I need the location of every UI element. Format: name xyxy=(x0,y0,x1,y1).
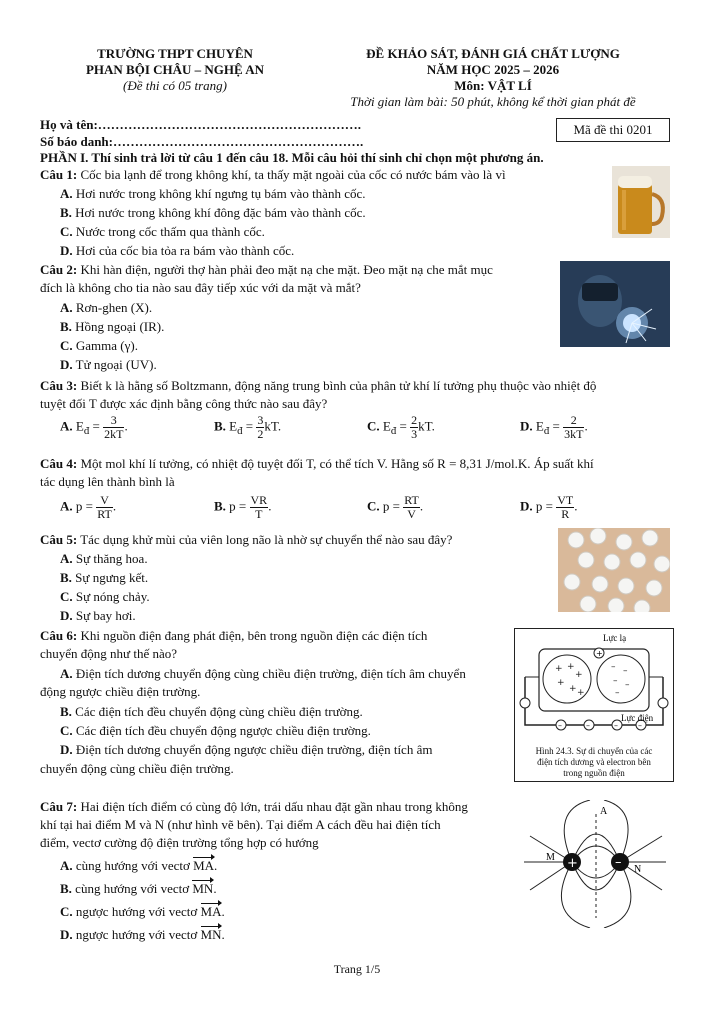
q6-option-c[interactable]: C. Các điện tích đều chuyển động ngược chiều điện trường. xyxy=(60,723,371,738)
svg-text:–: – xyxy=(615,688,620,698)
welder-image xyxy=(560,261,670,347)
question-6-cont: chuyển động như thế nào? xyxy=(40,646,178,661)
q2-option-a[interactable]: A. Rơn-ghen (X). xyxy=(60,300,153,315)
question-7: Câu 7: Hai điện tích điểm có cùng độ lớn, trái dấu nhau đặt gần nhau trong không xyxy=(40,799,468,814)
q5-option-d[interactable]: D. Sự bay hơi. xyxy=(60,608,136,623)
q3-option-a[interactable]: A. $E_đ$ = $\frac{3}{2kT}$ . xyxy=(60,413,128,441)
q3-option-d[interactable]: D. $E_đ$ = $\frac{2}{3kT}$ . xyxy=(520,413,588,441)
svg-text:–: – xyxy=(615,855,622,870)
question-6: Câu 6: Khi nguồn điện đang phát điện, bên trong nguồn điện các điện tích xyxy=(40,628,428,643)
svg-text:+: + xyxy=(577,688,585,698)
q7-option-c[interactable]: C. ngược hướng với vectơ MA. xyxy=(60,904,225,919)
exam-subject: Môn: VẬT LÍ xyxy=(454,78,532,93)
q4-option-b[interactable]: B. p = $\frac{VR}{T}$ . xyxy=(214,493,272,521)
q5-option-c[interactable]: C. Sự nóng chảy. xyxy=(60,589,150,604)
q5-option-b[interactable]: B. Sự ngưng kết. xyxy=(60,570,149,585)
svg-text:+: + xyxy=(575,670,583,680)
name-field: Họ và tên:……………………………………………………. xyxy=(40,117,362,132)
q1-option-d[interactable]: D. Hơi của cốc bia tỏa ra bám vào thành cốc. xyxy=(60,243,295,258)
q6-option-d-cont: chuyển động cùng chiều điện trường. xyxy=(40,761,234,776)
id-field: Số báo danh:…………………………………………………. xyxy=(40,134,364,149)
mothballs-image xyxy=(558,528,670,612)
beer-mug-image xyxy=(612,166,670,238)
svg-text:+: + xyxy=(567,856,578,871)
q7-option-a[interactable]: A. cùng hướng với vectơ MA. xyxy=(60,858,218,873)
q6-option-a-cont: động ngược chiều điện trường. xyxy=(40,684,201,699)
part1-title: PHẦN I. Thí sinh trả lời từ câu 1 đến câu 18. Mỗi câu hỏi thí sinh chỉ chọn một phương án. xyxy=(40,150,544,165)
q7-option-b[interactable]: B. cùng hướng với vectơ MN. xyxy=(60,881,217,896)
q4-option-c[interactable]: C. p = $\frac{RT}{V}$ . xyxy=(367,493,424,521)
exam-header xyxy=(318,46,668,110)
question-7-cont2: điểm, vectơ cường độ điện trường tổng hợp có hướng xyxy=(40,835,319,850)
q6-option-b[interactable]: B. Các điện tích đều chuyển động cùng chiều điện trường. xyxy=(60,704,363,719)
battery-diagram xyxy=(515,629,673,741)
q1-option-b[interactable]: B. Hơi nước trong không khí đông đặc bám vào thành cốc. xyxy=(60,205,366,220)
time-note: Thời gian làm bài: 50 phút, không kể thời gian phát đề xyxy=(350,94,636,109)
svg-text:–: – xyxy=(613,676,618,686)
svg-text:–: – xyxy=(586,721,590,730)
fig-caption-2: điện tích dương và electron bên xyxy=(537,757,651,767)
question-4-cont: tác dụng lên thành bình là xyxy=(40,474,175,489)
question-7-cont: khí tại hai điểm M và N (như hình vẽ bên). Tại điểm A cách đều hai điện tích xyxy=(40,817,441,832)
svg-text:+: + xyxy=(569,684,577,694)
q1-option-a[interactable]: A. Hơi nước trong không khí ngưng tụ bám vào thành cốc. xyxy=(60,186,366,201)
svg-text:–: – xyxy=(623,666,628,676)
svg-text:+: + xyxy=(567,662,575,672)
battery-figure xyxy=(514,628,674,782)
question-2-cont: đích là không cho tia nào sau đây tiếp xúc với da mặt và mắt? xyxy=(40,280,361,295)
exam-code-box: Mã đề thi 0201 xyxy=(556,118,670,142)
q7-option-d[interactable]: D. ngược hướng với vectơ MN. xyxy=(60,927,225,942)
question-3-cont: tuyệt đối T được xác định bằng công thức nào sau đây? xyxy=(40,396,328,411)
school-line1: TRƯỜNG THPT CHUYÊN xyxy=(97,46,253,61)
exam-year: NĂM HỌC 2025 – 2026 xyxy=(426,62,560,77)
svg-text:–: – xyxy=(611,662,616,672)
fig-caption-3: trong nguồn điện xyxy=(563,768,625,778)
exam-title: ĐỀ KHẢO SÁT, ĐÁNH GIÁ CHẤT LƯỢNG xyxy=(366,46,620,61)
label-M: M xyxy=(546,852,555,863)
q2-option-c[interactable]: C. Gamma (γ). xyxy=(60,338,138,353)
svg-text:–: – xyxy=(638,721,642,730)
q2-option-b[interactable]: B. Hồng ngoại (IR). xyxy=(60,319,165,334)
q3-option-c[interactable]: C. $E_đ$ = $\frac{2}{3}$ kT. xyxy=(367,413,435,441)
pages-note: (Đề thi có 05 trang) xyxy=(123,78,227,93)
q3-option-b[interactable]: B. $E_đ$ = $\frac{3}{2}$ kT. xyxy=(214,413,282,441)
school-header xyxy=(40,46,310,94)
label-A: A xyxy=(600,806,608,817)
svg-text:+: + xyxy=(557,678,565,688)
q4-option-a[interactable]: A. p = $\frac{V}{RT}$ . xyxy=(60,493,117,521)
label-N: N xyxy=(634,864,642,875)
svg-text:–: – xyxy=(614,721,618,730)
svg-text:–: – xyxy=(625,680,630,690)
fig-electric-label: Lực điện xyxy=(621,713,654,723)
fig-caption-1: Hình 24.3. Sự di chuyển của các xyxy=(535,746,653,756)
q5-option-a[interactable]: A. Sự thăng hoa. xyxy=(60,551,148,566)
q2-option-d[interactable]: D. Tử ngoại (UV). xyxy=(60,357,157,372)
q6-option-d[interactable]: D. Điện tích dương chuyển động ngược chiều điện trường, điện tích âm xyxy=(60,742,433,757)
question-3: Câu 3: Biết k là hằng số Boltzmann, động năng trung bình của phân tử khí lí tưởng phụ thuộc vào nhiệt độ xyxy=(40,378,597,393)
svg-text:–: – xyxy=(558,721,562,730)
page-footer: Trang 1/5 xyxy=(333,962,381,976)
dipole-field-diagram xyxy=(520,800,670,928)
school-line2: PHAN BỘI CHÂU – NGHỆ AN xyxy=(85,62,265,77)
question-5: Câu 5: Tác dụng khử mùi của viên long não là nhờ sự chuyển thể nào sau đây? xyxy=(40,532,453,547)
question-1: Câu 1: Cốc bia lạnh để trong không khí, ta thấy mặt ngoài của cốc có nước bám vào là vì xyxy=(40,167,506,182)
question-4: Câu 4: Một mol khí lí tưởng, có nhiệt độ tuyệt đối T, có thể tích V. Hằng số R = 8,31 J/mol.K. Áp suất khí xyxy=(40,456,594,471)
q4-option-d[interactable]: D. p = $\frac{VT}{R}$ . xyxy=(520,493,578,521)
q6-option-a[interactable]: A. Điện tích dương chuyển động cùng chiều điện trường, điện tích âm chuyển xyxy=(60,666,466,681)
q1-option-c[interactable]: C. Nước trong cốc thấm qua thành cốc. xyxy=(60,224,265,239)
question-2: Câu 2: Khi hàn điện, người thợ hàn phải đeo mặt nạ che mặt. Đeo mặt nạ che mắt mục xyxy=(40,262,493,277)
svg-text:+: + xyxy=(596,649,603,658)
svg-text:+: + xyxy=(555,664,563,674)
fig-force-label: Lực lạ xyxy=(603,633,627,643)
